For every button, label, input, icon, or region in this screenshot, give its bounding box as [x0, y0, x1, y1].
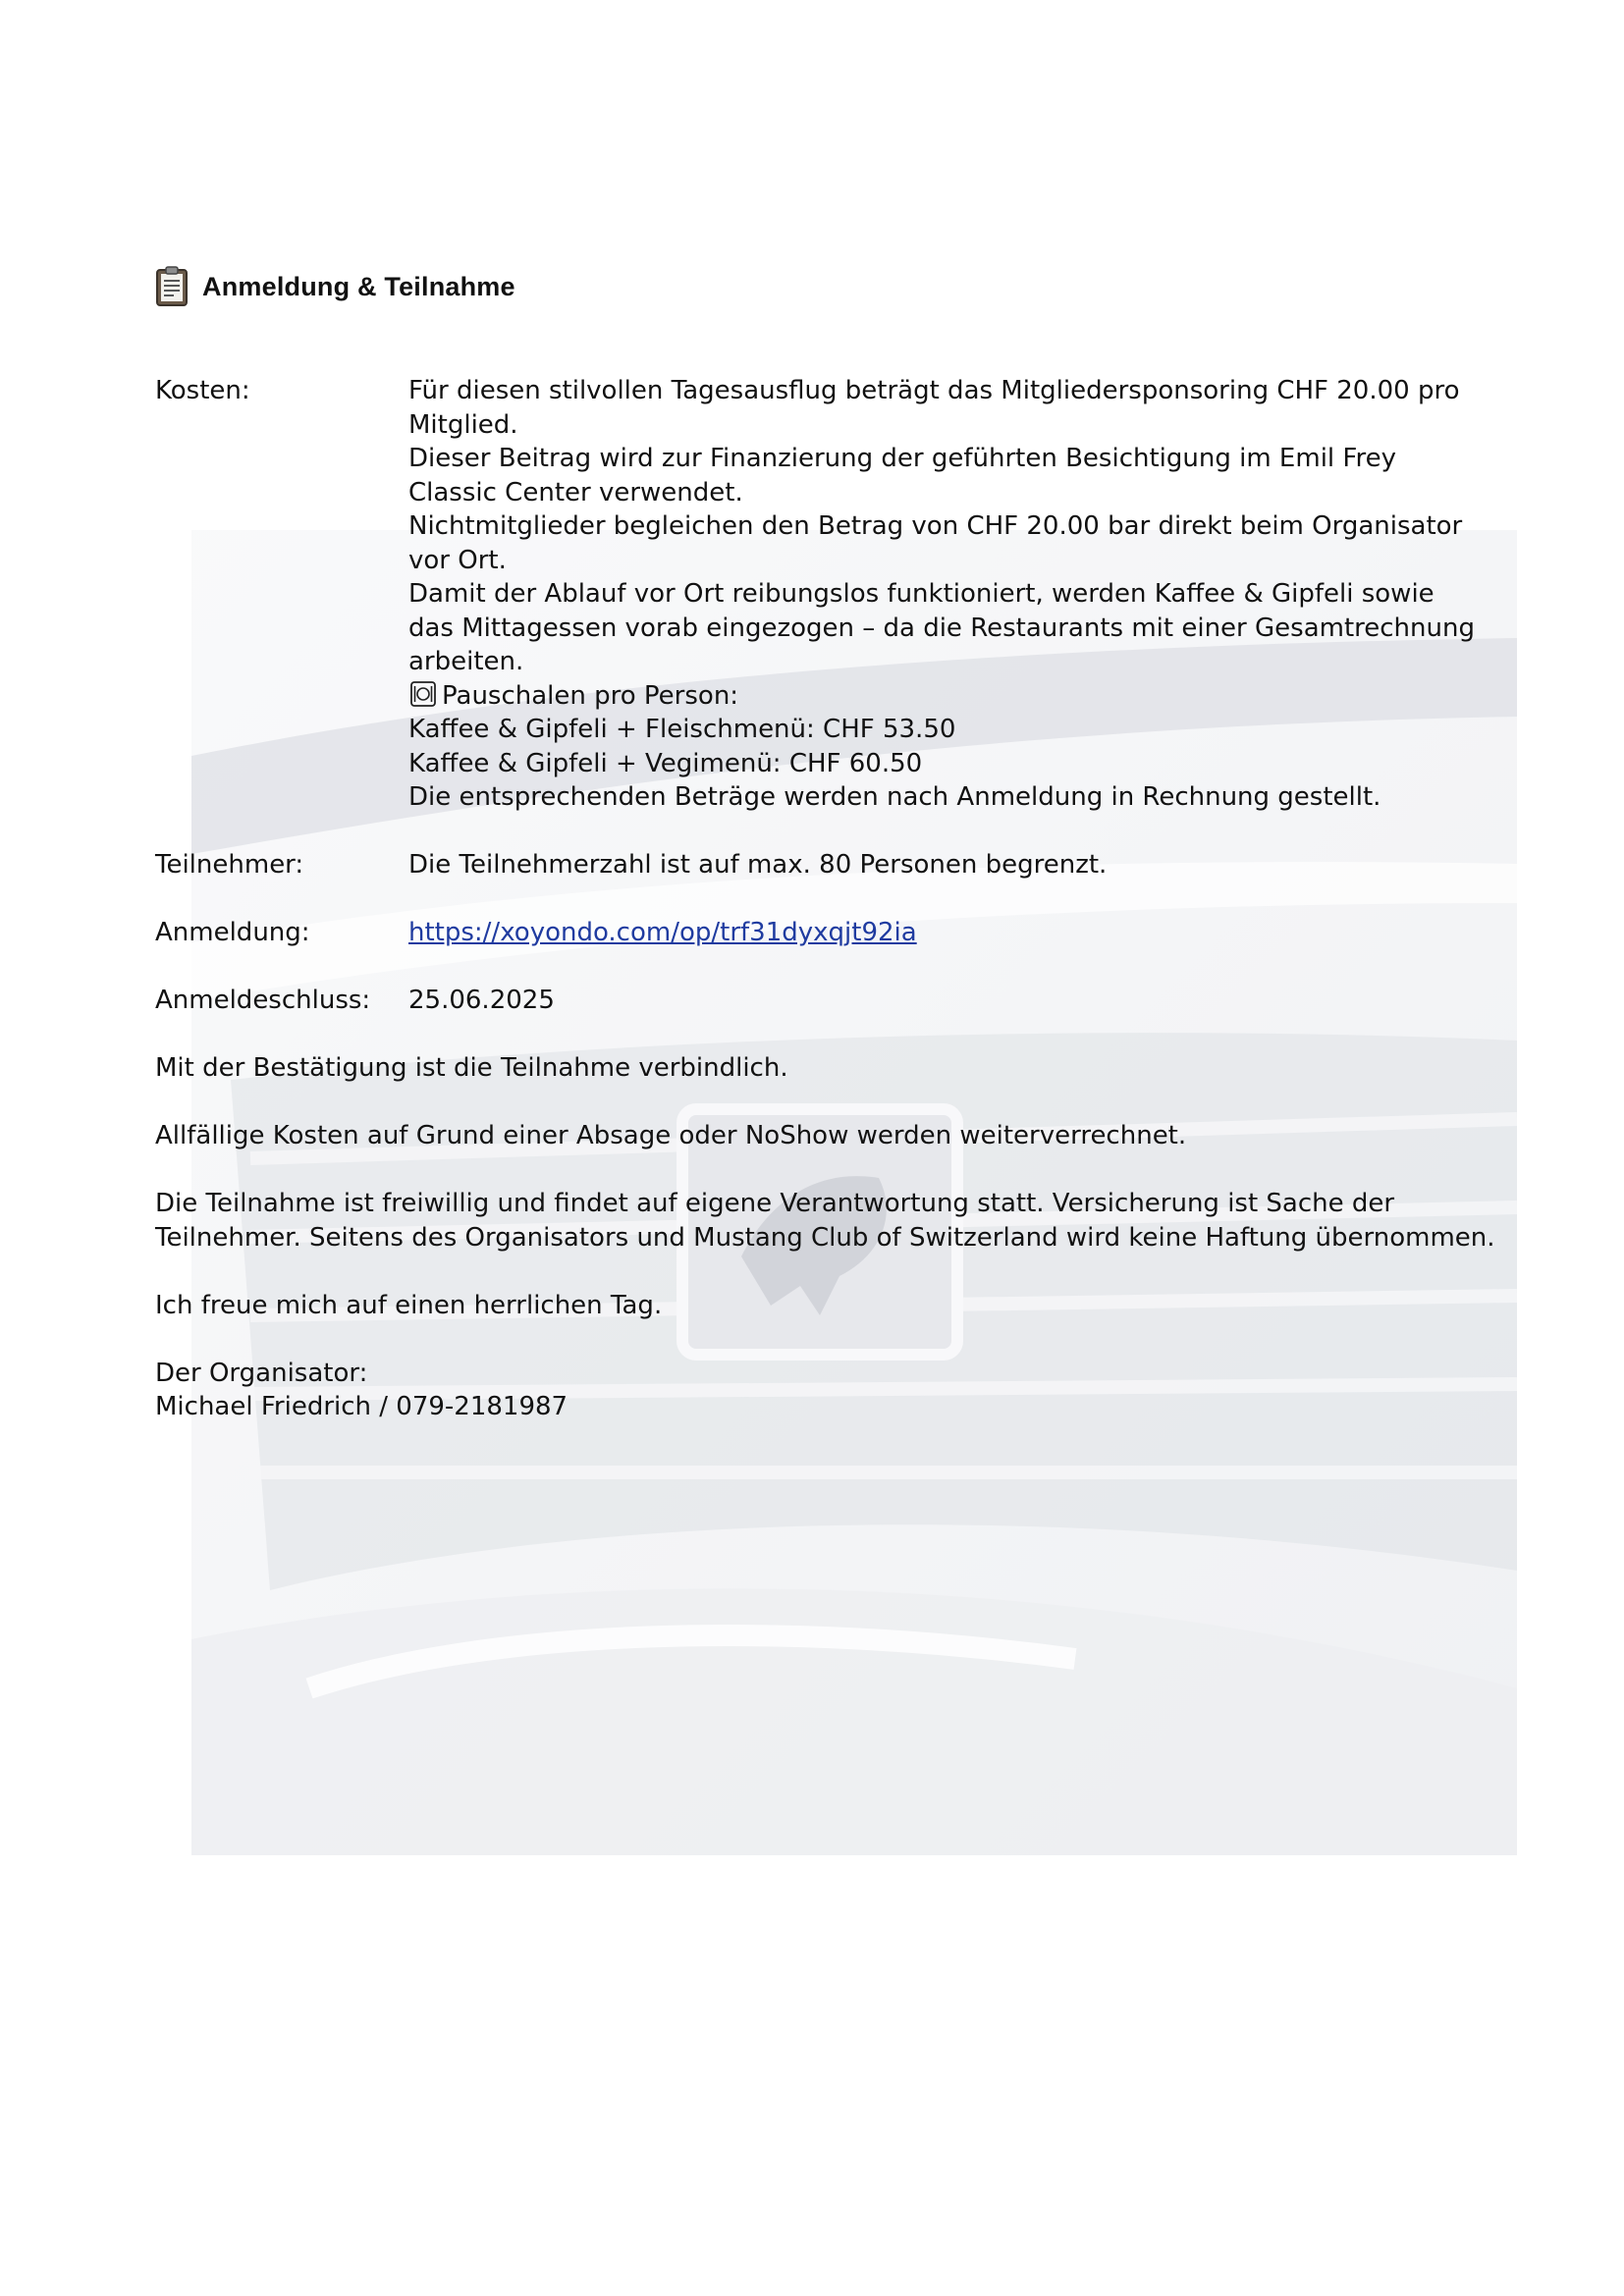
costs-line: Nichtmitglieder begleichen den Betrag von CHF 20.00 bar direkt beim Organisator	[408, 511, 1463, 541]
costs-value	[408, 374, 1549, 815]
costs-label: Kosten:	[155, 376, 250, 405]
registration-link[interactable]: https://xoyondo.com/op/trf31dyxqjt92ia	[408, 918, 917, 947]
section-heading	[155, 263, 1549, 310]
registration-document	[155, 263, 1549, 1424]
binding-paragraph: Mit der Bestätigung ist die Teilnahme verbindlich.	[155, 1053, 788, 1083]
deadline-row	[155, 984, 1549, 1018]
costs-line: Damit der Ablauf vor Ort reibungslos funktioniert, werden Kaffee & Gipfeli sowie	[408, 579, 1435, 609]
costs-line: Mitglied.	[408, 409, 518, 440]
flat-rate-item: Kaffee & Gipfeli + Vegimenü: CHF 60.50	[408, 748, 923, 778]
signature-name: Michael Friedrich / 079-2181987	[155, 1392, 568, 1421]
costs-line: Classic Center verwendet.	[408, 477, 743, 507]
noshow-paragraph: Allfällige Kosten auf Grund einer Absage oder NoShow werden weiterverrechnet.	[155, 1121, 1187, 1150]
flat-rate-title: Pauschalen pro Person:	[442, 680, 739, 711]
flat-rate-item: Die entsprechenden Beträge werden nach Anmeldung in Rechnung gestellt.	[408, 782, 1381, 812]
deadline-label: Anmeldeschluss:	[155, 986, 371, 1015]
costs-line: Dieser Beitrag wird zur Finanzierung der geführten Besichtigung im Emil Frey	[408, 444, 1396, 473]
liability-line: Die Teilnahme ist freiwillig und findet auf eigene Verantwortung statt. Versicherung ist Sache der	[155, 1189, 1395, 1218]
registration-row	[155, 916, 1549, 950]
liability-line: Teilnehmer. Seitens des Organisators und Mustang Club of Switzerland wird keine Haftung übernommen.	[155, 1222, 1495, 1253]
liability-paragraph	[155, 1187, 1549, 1255]
section-title: Anmeldung & Teilnahme	[202, 271, 515, 301]
closing-paragraph: Ich freue mich auf einen herrlichen Tag.	[155, 1290, 663, 1320]
participants-row	[155, 848, 1549, 882]
costs-line: arbeiten.	[408, 647, 524, 676]
plate-cutlery-icon	[408, 679, 438, 709]
costs-row	[155, 374, 1549, 815]
participants-label: Teilnehmer:	[155, 850, 304, 880]
participants-value: Die Teilnehmerzahl ist auf max. 80 Personen begrenzt.	[408, 850, 1108, 880]
signature-label: Der Organisator:	[155, 1358, 368, 1388]
deadline-value: 25.06.2025	[408, 986, 555, 1015]
flat-rate-item: Kaffee & Gipfeli + Fleischmenü: CHF 53.50	[408, 715, 956, 744]
costs-line: das Mittagessen vorab eingezogen – da die Restaurants mit einer Gesamtrechnung	[408, 613, 1475, 643]
costs-line: Für diesen stilvollen Tagesausflug beträgt das Mitgliedersponsoring CHF 20.00 pro	[408, 376, 1460, 405]
clipboard-icon	[155, 266, 189, 307]
flat-rate-heading	[408, 679, 1549, 714]
registration-label: Anmeldung:	[155, 918, 310, 947]
costs-line: vor Ort.	[408, 545, 507, 575]
signature	[155, 1357, 1549, 1424]
